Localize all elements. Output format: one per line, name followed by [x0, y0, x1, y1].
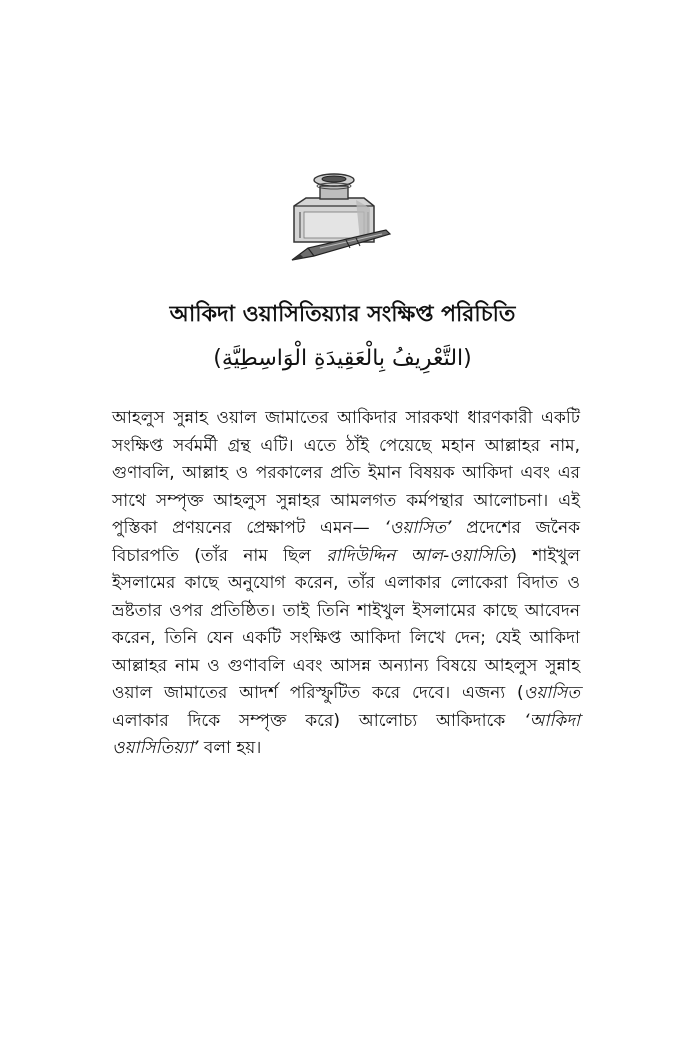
arabic-subtitle: (التَّعْرِيفُ بِالْعَقِيدَةِ الْوَاسِطِيَّةِ) — [213, 346, 472, 371]
body-text-segment: আহলুস সুন্নাহ ওয়াল জামাতের আকিদার সারকথা ধারণকারী একটি সংক্ষিপ্ত সর্বমর্মী গ্রন্থ এটি। এতে ঠাঁই পেয়েছে মহান আল্লাহর নাম, গুণাবলি, আল্লাহ ও পরকালের প্রতি ইমান বিষয়ক আকিদা এবং এর সাথে সম্পৃক্ত আহলুস সুন্নাহর আমলগত কর্মপন্থার আলোচনা। এই পুস্তিকা প্রণয়নের প্রেক্ষাপট এমন— — [112, 408, 580, 538]
body-paragraph — [112, 405, 580, 763]
italic-name-radiuddin: রাদিউদ্দিন আল-ওয়াসিতি — [326, 545, 511, 566]
italic-term-aqida-wasitiyya: ‘আকিদা ওয়াসিতিয়্যা’ — [112, 710, 580, 758]
body-text-segment: ) শাইখুল ইসলামের কাছে অনুযোগ করেন, তাঁর এলাকার লোকেরা বিদাত ও ভ্রষ্টতার ওপর প্রতিষ্ঠিত। তাই তিনি শাইখুল ইসলামের কাছে আবেদন করেন, তিনি যেন একটি সংক্ষিপ্ত আকিদা লিখে দেন; যেই আকিদা আল্লাহর নাম ও গুণাবলি এবং আসন্ন অন্যান্য বিষয়ে আহলুস সুন্নাহ ওয়াল জামাতের আদর্শ পরিস্ফুটিত করে দেবে। এজন্য ( — [112, 545, 580, 703]
body-text-segment: প্রদেশের জনৈক বিচারপতি (তাঁর নাম ছিল — [112, 518, 580, 566]
body-text-segment: বলা হয়। — [198, 738, 262, 758]
inkwell-and-pen-icon — [286, 168, 394, 266]
italic-term-wasit: ‘ওয়াসিত’ — [384, 518, 452, 538]
inkwell-illustration — [294, 174, 374, 242]
body-text-segment: এলাকার দিকে সম্পৃক্ত করে) আলোচ্য আকিদাকে — [112, 710, 525, 731]
italic-term-wasit-area: ওয়াসিত — [523, 683, 580, 703]
page-title: আকিদা ওয়াসিতিয়্যার সংক্ষিপ্ত পরিচিতি — [169, 302, 516, 327]
